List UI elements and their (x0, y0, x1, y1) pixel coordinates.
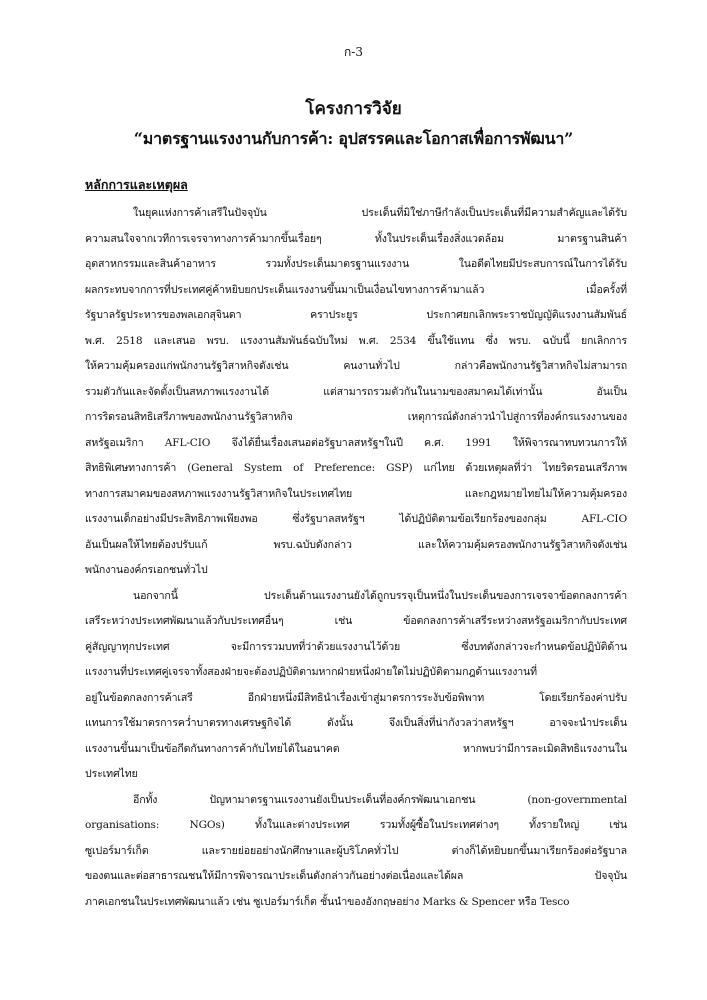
paragraph-line: ให้ความคุ้มครองแก่พนักงานรัฐวิสาหกิจดังเช่น คนงานทั่วไป กล่าวคือพนักงานรัฐวิสาหกิจไม่สามารถ (85, 360, 627, 372)
paragraph-line: ภาคเอกชนในประเทศพัฒนาแล้ว เช่น ซูเปอร์มาร์เก็ต ชั้นนำของอังกฤษอย่าง Marks & Spencer หรือ Tesco (85, 895, 570, 908)
paragraph-line: แรงงานเด็กอย่างมีประสิทธิภาพเพียงพอ ซึ่งรัฐบาลสหรัฐฯ ได้ปฏิบัติตามข้อเรียกร้องของกลุ่ม AFL-CIO (85, 513, 627, 525)
paragraph-line: organisations: NGOs) ทั้งในและต่างประเทศ รวมทั้งผู้ซื้อในประเทศต่างๆ ทั้งรายใหญ่ เช่น (85, 819, 627, 831)
paragraph-line: แรงงานที่ประเทศคู่เจรจาทั้งสองฝ่ายจะต้องปฏิบัติตามหากฝ่ายหนึ่งฝ่ายใดไม่ปฏิบัติตามกฎด้านแรงงานที่ (85, 666, 537, 678)
paragraph-line: ประเทศไทย (85, 768, 138, 780)
paragraph-line: รัฐบาลรัฐประหารของพลเอกสุจินดา คราประยูร ประกาศยกเลิกพระราชบัญญัติแรงงานสัมพันธ์ (85, 309, 627, 321)
paragraph-line: การริดรอนสิทธิเสรีภาพของพนักงานรัฐวิสาหกิจ เหตุการณ์ดังกล่าวนำไปสู่การที่องค์กรแรงงานของ (85, 411, 627, 423)
paragraph-line: รวมตัวกันและจัดตั้งเป็นสหภาพแรงงานได้ แต่สามารถรวมตัวกันในนามของสมาคมได้เท่านั้น อันเป็น (85, 385, 627, 398)
paragraph-line: แรงงานขึ้นมาเป็นข้อกีดกันทางการค้ากับไทยได้ในอนาคต หากพบว่ามีการละเมิดสิทธิแรงงานใน (85, 742, 627, 755)
paragraph-line: ความสนใจจากเวทีการเจรจาทางการค้ามากขึ้นเรื่อยๆ ทั้งในประเด็นเรื่องสิ่งแวดล้อม มาตรฐานสินค้า (85, 232, 627, 245)
paragraph-line: ซูเปอร์มาร์เก็ต และรายย่อยอย่างนักศึกษาและผู้บริโภคทั่วไป ต่างก็ได้หยิบยกขึ้นมาเรียกร้องต่อรัฐบาล (85, 844, 627, 857)
paragraph-line: ในยุคแห่งการค้าเสรีในปัจจุบัน ประเด็นที่มิใช่ภาษีกำลังเป็นประเด็นที่มีความสำคัญและได้รับ (133, 207, 627, 219)
paragraph-line: อยู่ในข้อตกลงการค้าเสรี อีกฝ่ายหนึ่งมีสิทธินำเรื่องเข้าสู่มาตรการระงับข้อพิพาท โดยเรียกร้องค่าปรับ (85, 691, 627, 704)
project-subtitle: “มาตรฐานแรงงานกับการค้า: อุปสรรคและโอกาสเพื่อการพัฒนา” (133, 129, 574, 148)
paragraph-line: คู่สัญญาทุกประเทศ จะมีการรวมบทที่ว่าด้วยแรงงานไว้ด้วย ซึ่งบทดังกล่าวจะกำหนดข้อปฏิบัติด้าน (85, 640, 627, 653)
paragraph-line: ทางการสมาคมของสหภาพแรงงานรัฐวิสาหกิจในประเทศไทย และกฎหมายไทยไม่ให้ความคุ้มครอง (85, 487, 627, 500)
paragraph-line: นอกจากนี้ ประเด็นด้านแรงงานยังได้ถูกบรรจุเป็นหนึ่งในประเด็นของการเจรจาข้อตกลงการค้า (133, 589, 627, 602)
paragraph-line: เสรีระหว่างประเทศพัฒนาแล้วกับประเทศอื่นๆ เช่น ข้อตกลงการค้าเสรีระหว่างสหรัฐอเมริกากับประเทศ (85, 615, 627, 627)
page-number: ก-3 (344, 45, 363, 59)
paragraph-line: ของตนและต่อสาธารณชนให้มีการพิจารณาประเด็นดังกล่าวกันอย่างต่อเนื่องและได้ผล ปัจจุบัน (85, 870, 627, 882)
paragraph-line: อีกทั้ง ปัญหามาตรฐานแรงงานยังเป็นประเด็นที่องค์กรพัฒนาเอกชน (non-governmental (133, 793, 627, 806)
paragraph-line: พ.ศ. 2518 และเสนอ พรบ. แรงงานสัมพันธ์ฉบับใหม่ พ.ศ. 2534 ขึ้นใช้แทน ซึ่ง พรบ. ฉบับนี้ ยกเลิกการ (85, 334, 627, 347)
paragraph-line: อุตสาหกรรมและสินค้าอาหาร รวมทั้งประเด็นมาตรฐานแรงงาน ในอดีตไทยมีประสบการณ์ในการได้รับ (85, 258, 627, 270)
section-heading: หลักการและเหตุผล (85, 177, 188, 192)
paragraph-line: อันเป็นผลให้ไทยต้องปรับแก้ พรบ.ฉบับดังกล่าว และให้ความคุ้มครองพนักงานรัฐวิสาหกิจดังเช่น (85, 538, 627, 551)
paragraph-line: พนักงานองค์กรเอกชนทั่วไป (85, 564, 208, 576)
body-text (85, 201, 627, 915)
paragraph-line: สหรัฐอเมริกา AFL-CIO จึงได้ยื่นเรื่องเสนอต่อรัฐบาลสหรัฐฯในปี ค.ศ. 1991 ให้พิจารณาทบทวนการให้ (85, 436, 627, 449)
paragraph-line: ผลกระทบจากการที่ประเทศคู่ค้าหยิบยกประเด็นแรงงานขึ้นมาเป็นเงื่อนไขทางการค้ามาแล้ว เมื่อครั้งที่ (85, 283, 627, 296)
project-title: โครงการวิจัย (305, 99, 402, 119)
paragraph-line: สิทธิพิเศษทางการค้า (General System of Preference: GSP) แก่ไทย ด้วยเหตุผลที่ว่า ไทยริดรอนเสรีภาพ (85, 462, 627, 474)
paragraph-line: แทนการใช้มาตรการคว่ำบาตรทางเศรษฐกิจได้ ดังนั้น จึงเป็นสิ่งที่น่ากังวลว่าสหรัฐฯ อาจจะนำประเด็น (85, 717, 627, 729)
